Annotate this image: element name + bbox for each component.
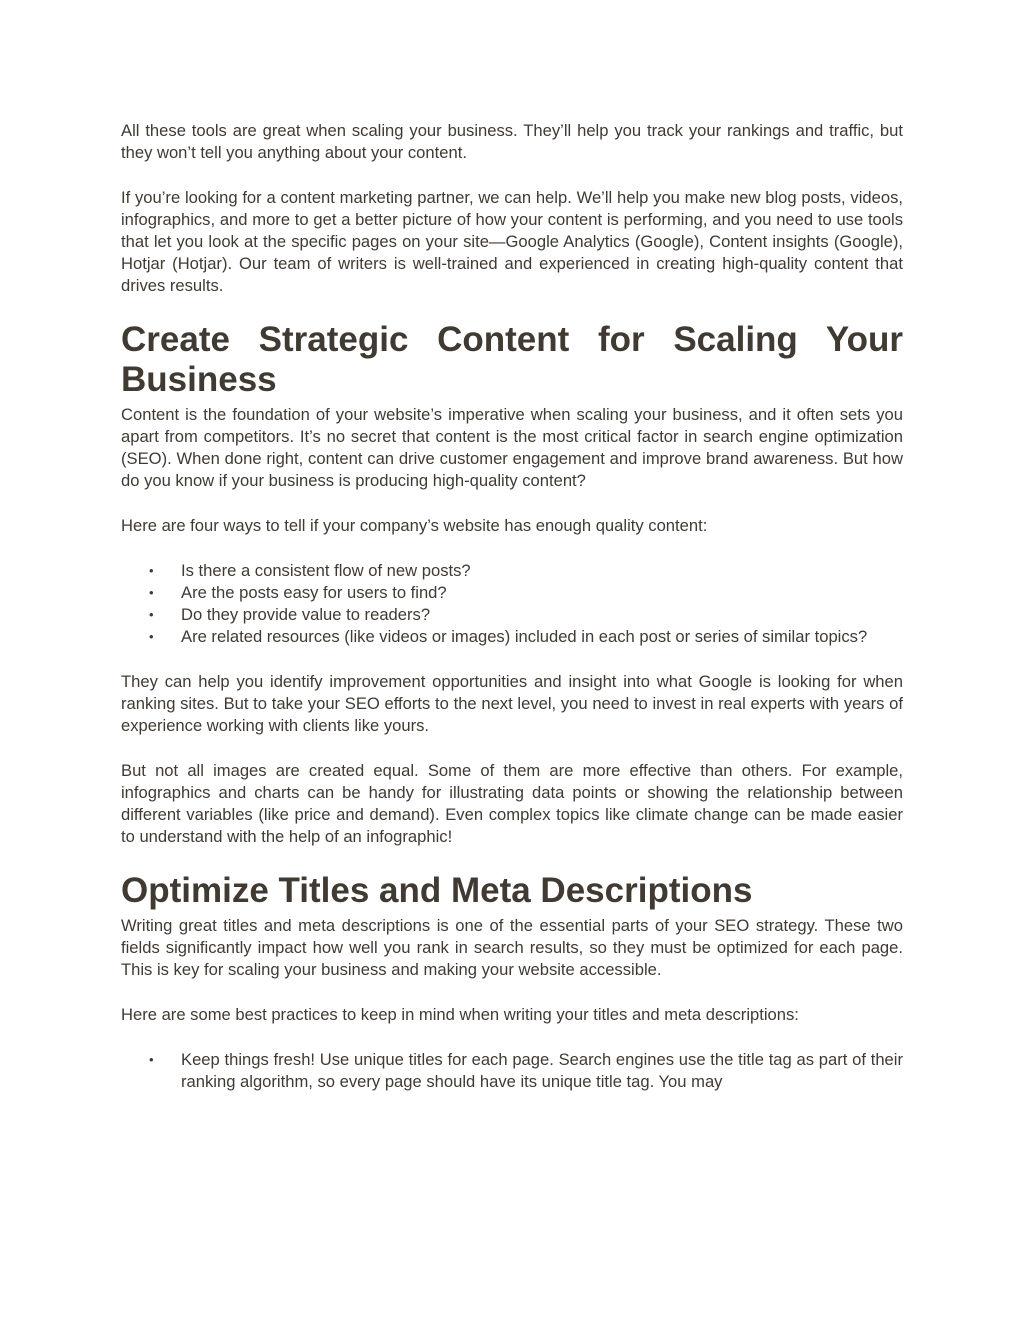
paragraph-tools-summary: All these tools are great when scaling your business. They’ll help you track your rankings and traffic, but they won’t tell you anything about your content. — [121, 121, 903, 162]
list-item-text: Are related resources (like videos or images) included in each post or series of similar topics? — [181, 627, 868, 646]
paragraph-best-practices: Here are some best practices to keep in mind when writing your titles and meta descriptions: — [121, 1005, 799, 1024]
list-item-text: Keep things fresh! Use unique titles for each page. Search engines use the title tag as part of their ranking algorithm, so every page should have its unique title tag. You may — [181, 1050, 903, 1091]
paragraph-four-ways: Here are four ways to tell if your company’s website has enough quality content: — [121, 516, 708, 535]
list-item — [121, 582, 903, 604]
document-page — [121, 120, 903, 1116]
paragraph-content-foundation: Content is the foundation of your website’s imperative when scaling your business, and it often sets you apart from competitors. It’s no secret that content is the most critical factor in search engine optimization (SEO). When done right, content can drive customer engagement and improve brand awareness. But how do you know if your business is producing high-quality content? — [121, 405, 903, 490]
bullet-icon: • — [149, 1052, 154, 1067]
list-item — [121, 626, 903, 648]
paragraph-titles-meta: Writing great titles and meta descriptions is one of the essential parts of your SEO strategy. These two fields significantly impact how well you rank in search results, so they must be optimized for each page. This is key for scaling your business and making your website accessible. — [121, 916, 903, 979]
bullet-icon: • — [149, 629, 154, 644]
heading-optimize-titles: Optimize Titles and Meta Descriptions — [121, 871, 753, 910]
paragraph-images-equal: But not all images are created equal. Some of them are more effective than others. For example, infographics and charts can be handy for illustrating data points or showing the relationship between different variables (like price and demand). Even complex topics like climate change can be made easier to understand with the help of an infographic! — [121, 761, 903, 846]
list-item-text: Do they provide value to readers? — [181, 605, 431, 624]
list-item-text: Is there a consistent flow of new posts? — [181, 561, 471, 580]
best-practices-list — [121, 1049, 903, 1093]
list-item-text: Are the posts easy for users to find? — [181, 583, 447, 602]
bullet-icon: • — [149, 607, 154, 622]
list-item — [121, 604, 903, 626]
paragraph-improvement-opportunities: They can help you identify improvement opportunities and insight into what Google is looking for when ranking sites. But to take your SEO efforts to the next level, you need to invest in real experts with years of experience working with clients like yours. — [121, 672, 903, 735]
heading-strategic-content: Create Strategic Content for Scaling Your Business — [121, 320, 903, 399]
bullet-icon: • — [149, 563, 154, 578]
list-item — [121, 1049, 903, 1093]
quality-content-list — [121, 560, 903, 648]
bullet-icon: • — [149, 585, 154, 600]
list-item — [121, 560, 903, 582]
paragraph-content-partner: If you’re looking for a content marketing partner, we can help. We’ll help you make new blog posts, videos, infographics, and more to get a better picture of how your content is performing, and you need to use tools that let you look at the specific pages on your site—Google Analytics (Google), Content insights (Google), Hotjar (Hotjar). Our team of writers is well-trained and experienced in creating high-quality content that drives results. — [121, 188, 903, 295]
